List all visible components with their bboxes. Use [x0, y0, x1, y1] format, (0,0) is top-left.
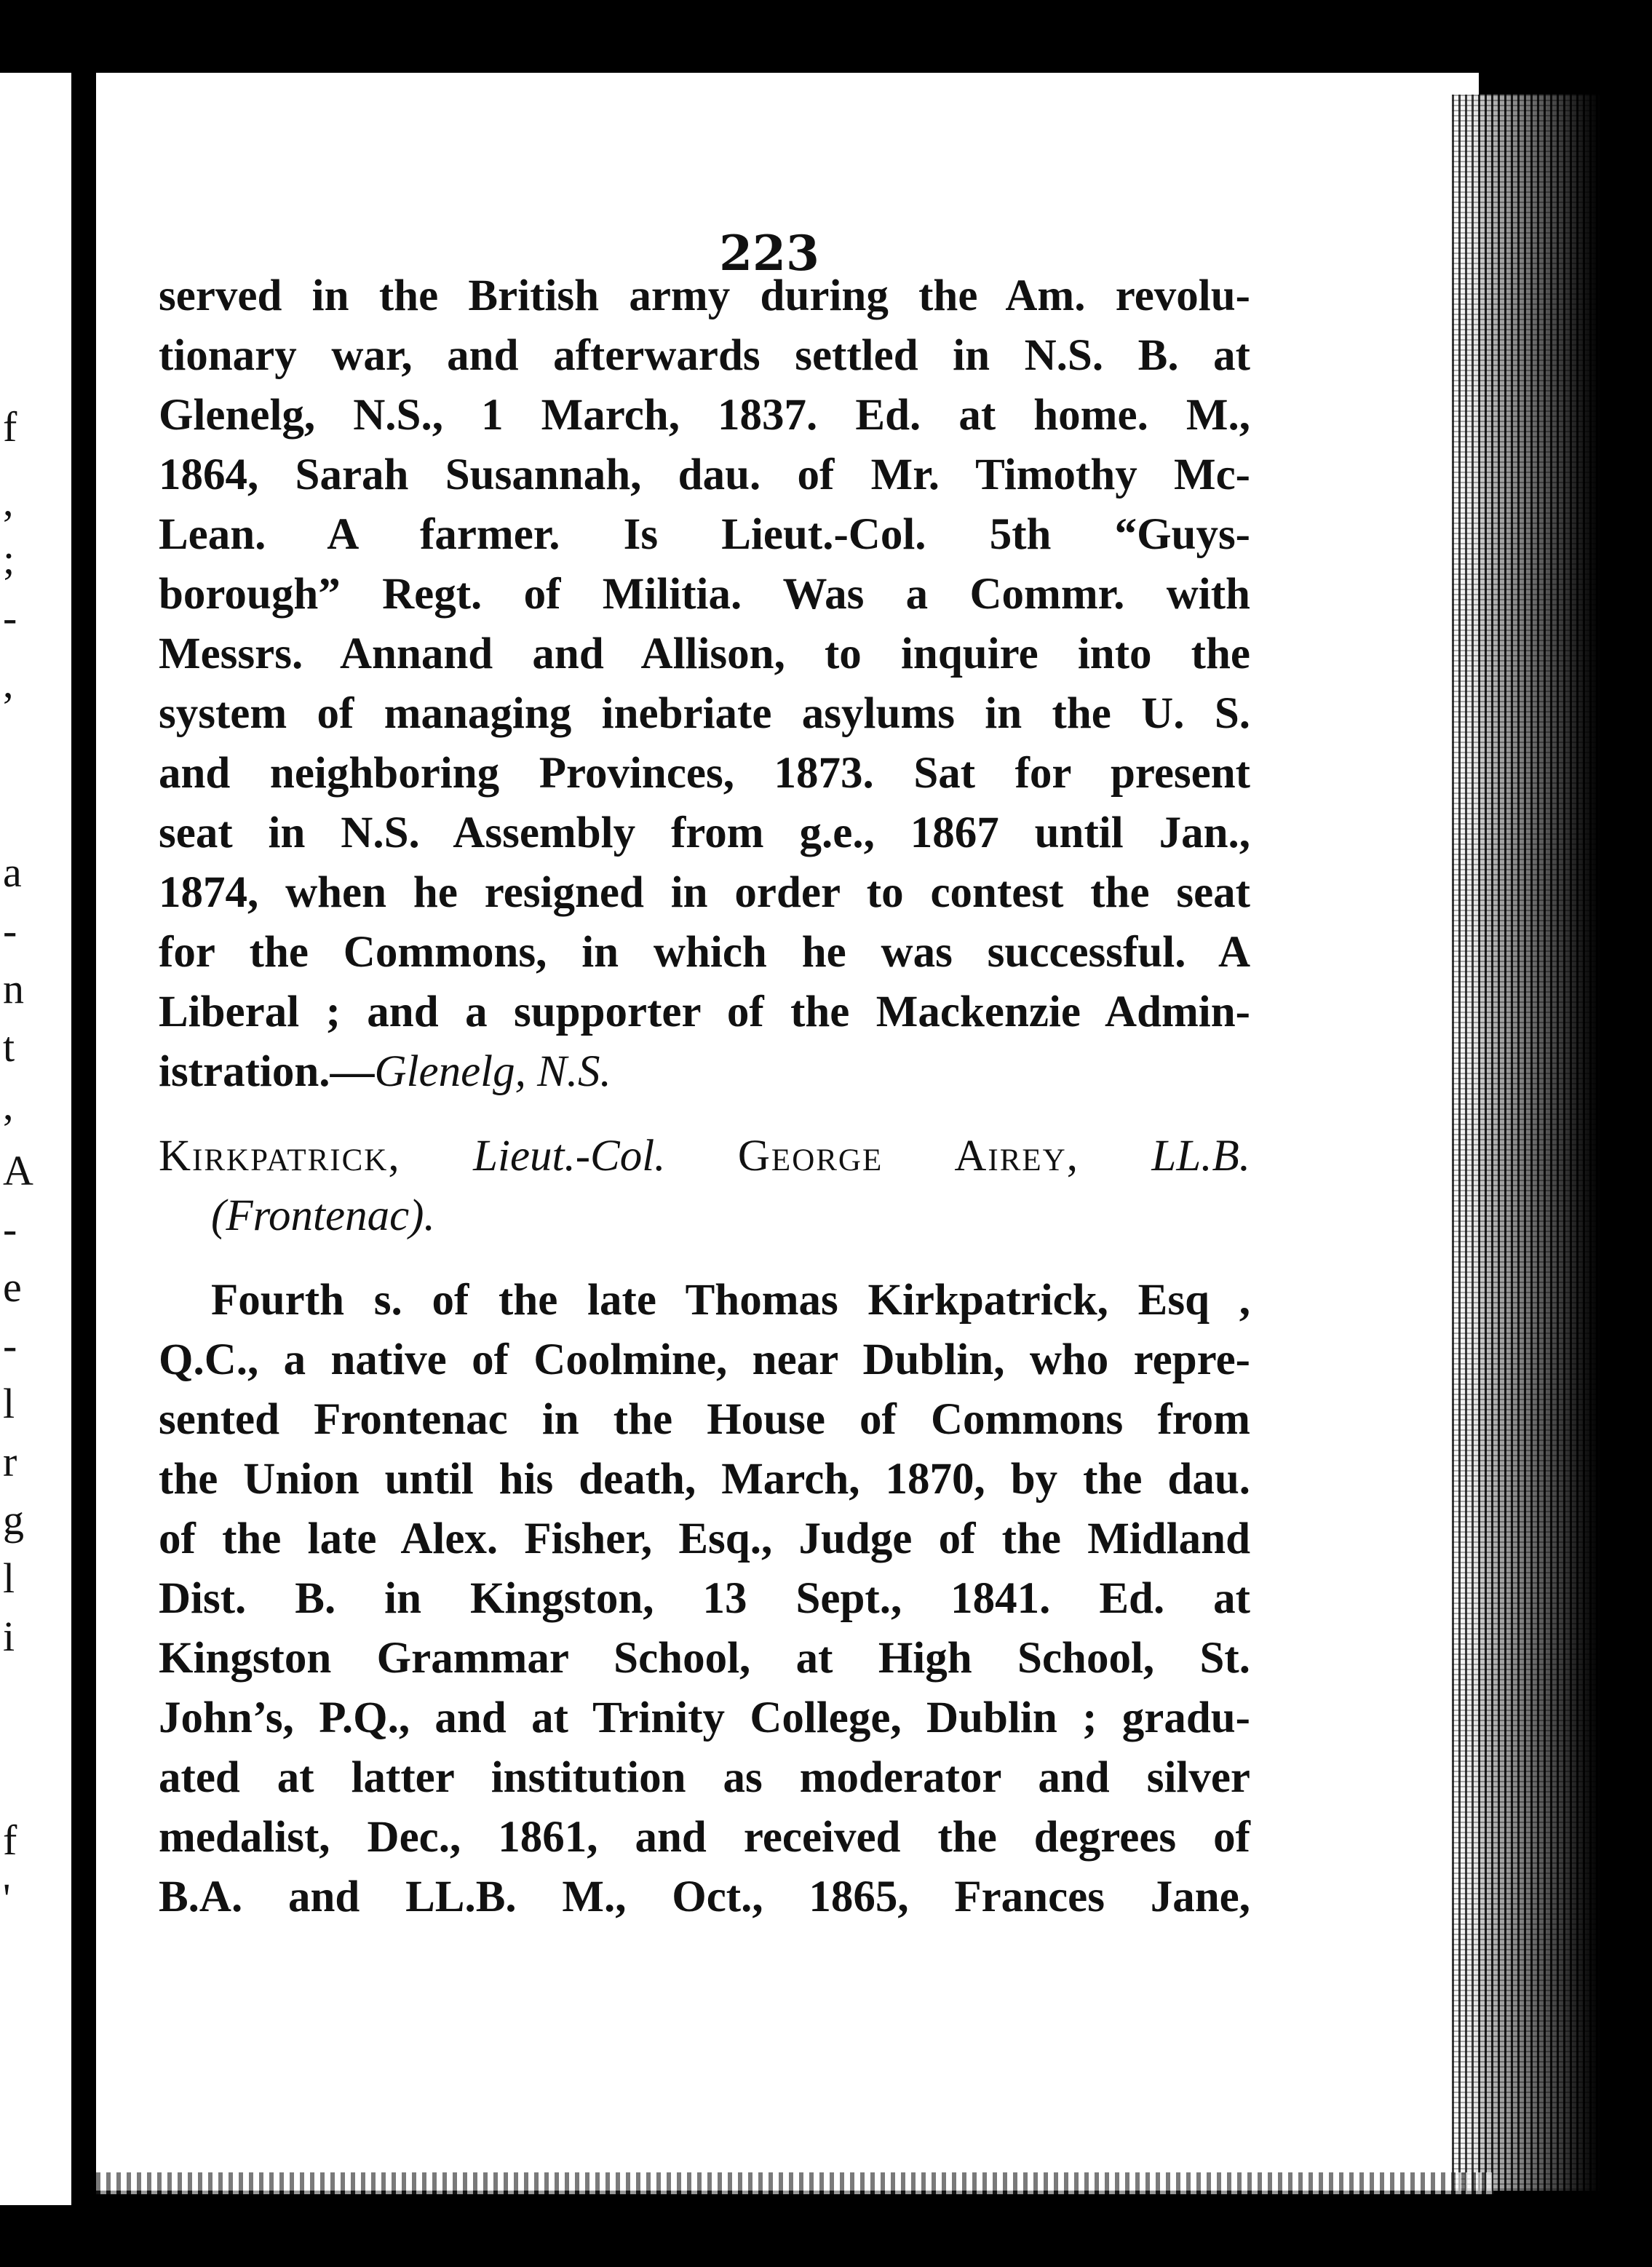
text-line: Fourth s. of the late Thomas Kirkpatrick, Esq ,: [211, 1276, 1250, 1325]
text-line: Kingston Grammar School, at High School, St.: [159, 1634, 1250, 1683]
prev-page-fragment: a: [3, 849, 22, 896]
prev-page-fragment: l: [3, 1555, 15, 1602]
prev-page-fragment: e: [3, 1263, 22, 1311]
text-line: of the late Alex. Fisher, Esq., Judge of the Midland: [159, 1514, 1250, 1563]
text-line: 1874, when he resigned in order to contest the seat: [159, 868, 1250, 917]
text-line: Messrs. Annand and Allison, to inquire into the: [159, 630, 1250, 678]
text-line: John’s, P.Q., and at Trinity College, Dublin ; gradu-: [159, 1694, 1250, 1742]
text-line: borough” Regt. of Militia. Was a Commr. with: [159, 570, 1250, 619]
prev-page-fragment: ;: [3, 536, 15, 583]
text-line: B.A. and LL.B. M., Oct., 1865, Frances Jane,: [159, 1873, 1250, 1921]
page-number: 223: [719, 225, 819, 282]
text-line: ated at latter institution as moderator and silver: [159, 1753, 1250, 1802]
prev-page-fragment: f: [3, 403, 17, 450]
text-line: for the Commons, in which he was successful. A: [159, 928, 1250, 977]
text-line: tionary war, and afterwards settled in N.S. B. at: [159, 331, 1250, 380]
entry-surname: Kirkpatrick,: [159, 1132, 401, 1180]
residence: Glenelg, N.S.: [374, 1047, 611, 1096]
text-line: Dist. B. in Kingston, 13 Sept., 1841. Ed. at: [159, 1574, 1250, 1623]
prev-page-fragment: -: [3, 907, 17, 954]
prev-page-fragment: i: [3, 1613, 15, 1660]
page-gutter-edge: [1452, 95, 1601, 2191]
text-line: Liberal ; and a supporter of the Mackenzie Admin-: [159, 988, 1250, 1036]
prev-page-fragment: l: [3, 1380, 15, 1427]
text-line: Q.C., a native of Coolmine, near Dublin, who repre-: [159, 1335, 1250, 1384]
entry-constituency-line: [159, 1186, 1250, 1246]
prev-page-fragment: r: [3, 1438, 17, 1485]
prev-page-fragment: f: [3, 1817, 17, 1864]
prev-page-fragment: g: [3, 1496, 24, 1544]
prev-page-fragment: -: [3, 1322, 17, 1369]
text-line: served in the British army during the Am. revolu-: [159, 271, 1250, 320]
previous-page-edge: [0, 73, 71, 2205]
prev-page-fragment: ': [3, 1875, 11, 1922]
text-line: seat in N.S. Assembly from g.e., 1867 until Jan.,: [159, 809, 1250, 857]
book-spine-shadow: [71, 80, 96, 2220]
entry-heading: [159, 1127, 1250, 1186]
prev-page-fragment: n: [3, 965, 24, 1012]
prev-page-fragment: ,: [3, 477, 14, 525]
entry-given-names: George Airey,: [737, 1132, 1079, 1180]
prev-page-fragment: ,: [3, 659, 14, 707]
page-bottom-edge: [96, 2172, 1493, 2194]
text-line-last: [159, 1042, 1250, 1102]
prev-page-fragment: -: [3, 1205, 17, 1252]
text-line: Lean. A farmer. Is Lieut.-Col. 5th “Guys-: [159, 510, 1250, 559]
prev-page-fragment: A: [3, 1147, 33, 1194]
text-line: and neighboring Provinces, 1873. Sat for present: [159, 749, 1250, 798]
text-line: system of managing inebriate asylums in the U. S.: [159, 689, 1250, 738]
text-line: the Union until his death, March, 1870, by the dau.: [159, 1455, 1250, 1504]
prev-page-fragment: -: [3, 594, 17, 641]
prev-page-fragment: t: [3, 1023, 15, 1071]
text-line: 1864, Sarah Susannah, dau. of Mr. Timothy Mc-: [159, 450, 1250, 499]
text-fragment: istration.—: [159, 1047, 375, 1096]
prev-page-fragment: ,: [3, 1081, 14, 1129]
body-text: [159, 266, 1250, 1927]
text-line: medalist, Dec., 1861, and received the degrees of: [159, 1813, 1250, 1862]
entry-degree: LL.B.: [1151, 1132, 1251, 1180]
entry-constituency: (Frontenac).: [211, 1191, 435, 1240]
text-line: Glenelg, N.S., 1 March, 1837. Ed. at home. M.,: [159, 391, 1250, 440]
text-line: sented Frontenac in the House of Commons from: [159, 1395, 1250, 1444]
entry-title: Lieut.-Col.: [473, 1132, 666, 1180]
